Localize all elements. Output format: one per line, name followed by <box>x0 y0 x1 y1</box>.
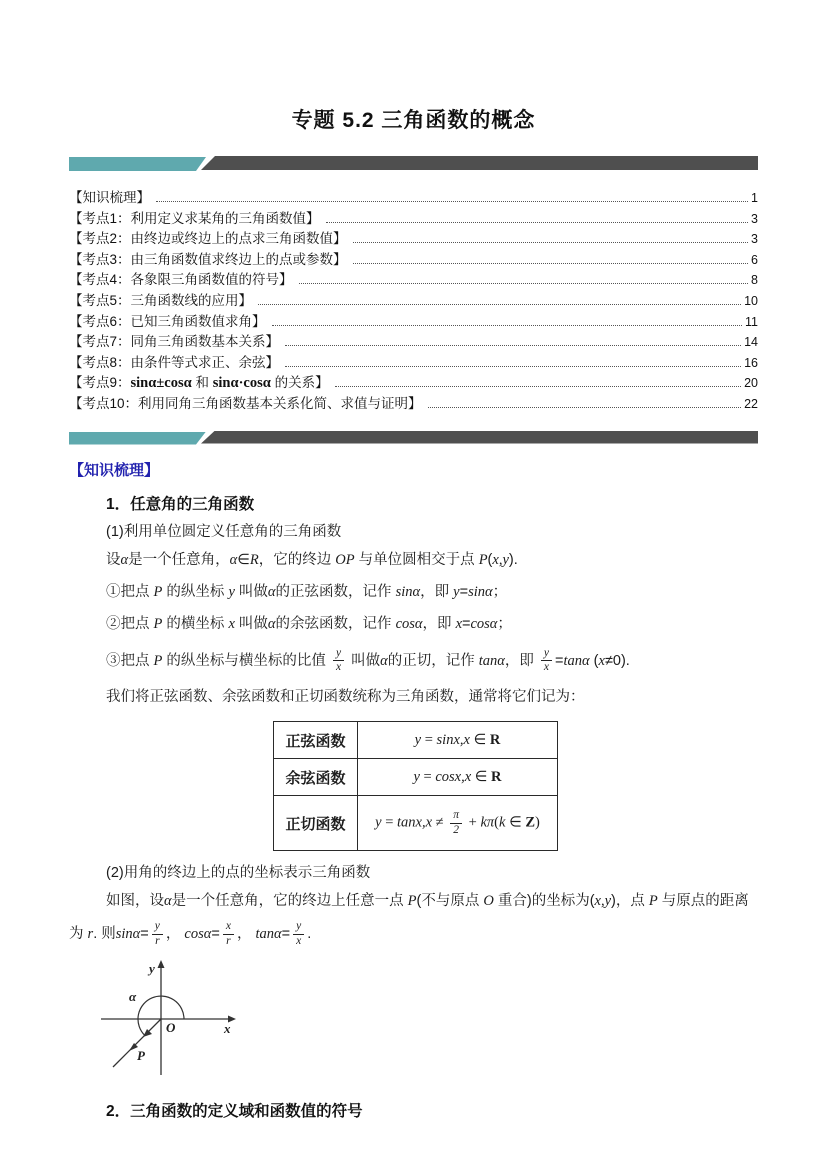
toc-entry-label: 【考点9：sinα±cosα 和 sinα·cosα 的关系】 <box>69 375 329 392</box>
angle-terminal-side-diagram <box>93 957 269 1085</box>
toc-entry <box>69 207 758 228</box>
toc-dot-leader <box>272 325 743 326</box>
point-p-label: P <box>137 1047 145 1063</box>
toc-entry <box>69 248 758 269</box>
toc-dot-leader <box>285 345 741 346</box>
toc-entry-label: 【考点6：已知三角函数值求角】 <box>69 313 266 329</box>
y-axis-arrowhead-icon <box>158 960 165 968</box>
toc-entry <box>69 371 758 392</box>
divider-teal-chip <box>69 157 206 171</box>
toc-page-number: 14 <box>744 335 758 350</box>
toc-entry <box>69 330 758 351</box>
trig-functions-table <box>273 721 558 851</box>
table-cell-function-name: 余弦函数 <box>274 759 358 796</box>
toc-dot-leader <box>353 263 749 264</box>
y-axis-label: y <box>149 960 155 976</box>
toc <box>69 186 758 413</box>
divider-gray-bar <box>201 156 758 170</box>
divider-teal-chip <box>69 432 206 445</box>
toc-entry-label: 【考点7：同角三角函数基本关系】 <box>69 334 280 350</box>
table-row <box>274 722 558 759</box>
toc-dot-leader <box>326 222 749 223</box>
table-row <box>274 796 558 851</box>
toc-dot-leader <box>428 407 742 408</box>
toc-page-number: 3 <box>751 232 758 247</box>
toc-entry <box>69 289 758 310</box>
section-divider-bar-2 <box>69 431 758 445</box>
toc-dot-leader <box>258 304 741 305</box>
paragraph-cosine-def: ②把点 P 的横坐标 x 叫做α的余弦函数，记作 cosα，即 x=cosα； <box>106 615 512 632</box>
toc-page-number: 1 <box>751 191 758 205</box>
toc-entry-label: 【考点10：利用同角三角函数基本关系化简、求值与证明】 <box>69 395 422 411</box>
paragraph-sine-def: ①把点 P 的纵坐标 y 叫做α的正弦函数，记作 sinα，即 y=sinα； <box>106 583 508 600</box>
x-axis-label: x <box>224 1020 231 1036</box>
toc-entry <box>69 186 758 207</box>
origin-label: O <box>166 1019 176 1035</box>
paragraph-summary: 我们将正弦函数、余弦函数和正切函数统称为三角函数，通常将它们记为： <box>106 689 585 706</box>
toc-entry <box>69 268 758 289</box>
toc-entry-label: 【考点1：利用定义求某角的三角函数值】 <box>69 210 320 226</box>
toc-page-number: 3 <box>751 211 758 226</box>
toc-dot-leader <box>285 366 741 367</box>
section-divider-bar <box>69 156 758 172</box>
table-cell-function-name: 正弦函数 <box>274 722 358 759</box>
toc-entry-label: 【考点3：由三角函数值求终边上的点或参数】 <box>69 251 347 267</box>
toc-entry <box>69 310 758 331</box>
toc-page-number: 20 <box>744 376 758 391</box>
paragraph-ratios: 为 r. 则sinα= $\frac{y}{r}$ ， cosα= $\frac{x}{r}$ ， tanα= $\frac{y}{x}$ . <box>69 920 312 947</box>
toc-entry <box>69 227 758 248</box>
table-cell-formula: y = sinx,x ∈ R <box>358 722 558 759</box>
toc-dot-leader <box>156 201 748 202</box>
page-title: 专题 5.2 三角函数的概念 <box>291 109 536 132</box>
toc-entry <box>69 351 758 372</box>
toc-entry-label: 【考点4：各象限三角函数值的符号】 <box>69 272 293 288</box>
toc-entry-label: 【考点2：由终边或终边上的点求三角函数值】 <box>69 231 347 247</box>
section2-title: 2．三角函数的定义域和函数值的符号 <box>106 1102 363 1120</box>
toc-entry-label: 【考点5：三角函数线的应用】 <box>69 292 253 308</box>
toc-page-number: 22 <box>744 396 758 411</box>
table-cell-formula: y = cosx,x ∈ R <box>358 759 558 796</box>
table-cell-function-name: 正切函数 <box>274 796 358 851</box>
paragraph-figure-intro: 如图，设α是一个任意角，它的终边上任意一点 P(不与原点 O 重合)的坐标为(x,y)，点 P 与原点的距离 <box>106 893 749 910</box>
table-cell-formula: y = tanx,x ≠ $\frac{\pi}{2}$ + kπ(k ∈ Z) <box>358 796 558 851</box>
toc-entry-label: 【知识梳理】 <box>69 190 150 205</box>
divider-gray-bar <box>201 431 758 444</box>
paragraph-tangent-def: ③把点 P 的纵坐标与横坐标的比值 $\frac{y}{x}$ 叫做α的正切，记作 tanα，即 $\frac{y}{x}$ =tanα (x≠0). <box>106 646 630 674</box>
table-row <box>274 759 558 796</box>
toc-dot-leader <box>299 283 749 284</box>
paragraph-unit-circle-def: (1)利用单位圆定义任意角的三角函数 <box>106 523 342 540</box>
toc-page-number: 16 <box>744 355 758 370</box>
toc-dot-leader <box>353 242 749 243</box>
angle-alpha-label: α <box>129 988 137 1004</box>
toc-dot-leader <box>335 386 741 387</box>
knowledge-heading: 【知识梳理】 <box>69 461 160 479</box>
toc-page-number: 11 <box>745 314 758 329</box>
toc-page-number: 10 <box>744 293 758 308</box>
section1-title: 1．任意角的三角函数 <box>106 495 255 513</box>
paragraph-setup: 设α是一个任意角，α∈R，它的终边 OP 与单位圆相交于点 P(x,y). <box>106 551 518 568</box>
toc-page-number: 6 <box>751 252 758 267</box>
toc-entry <box>69 392 758 413</box>
toc-page-number: 8 <box>751 273 758 288</box>
paragraph-coord-def: (2)用角的终边上的点的坐标表示三角函数 <box>106 865 371 882</box>
toc-entry-label: 【考点8：由条件等式求正、余弦】 <box>69 354 280 370</box>
